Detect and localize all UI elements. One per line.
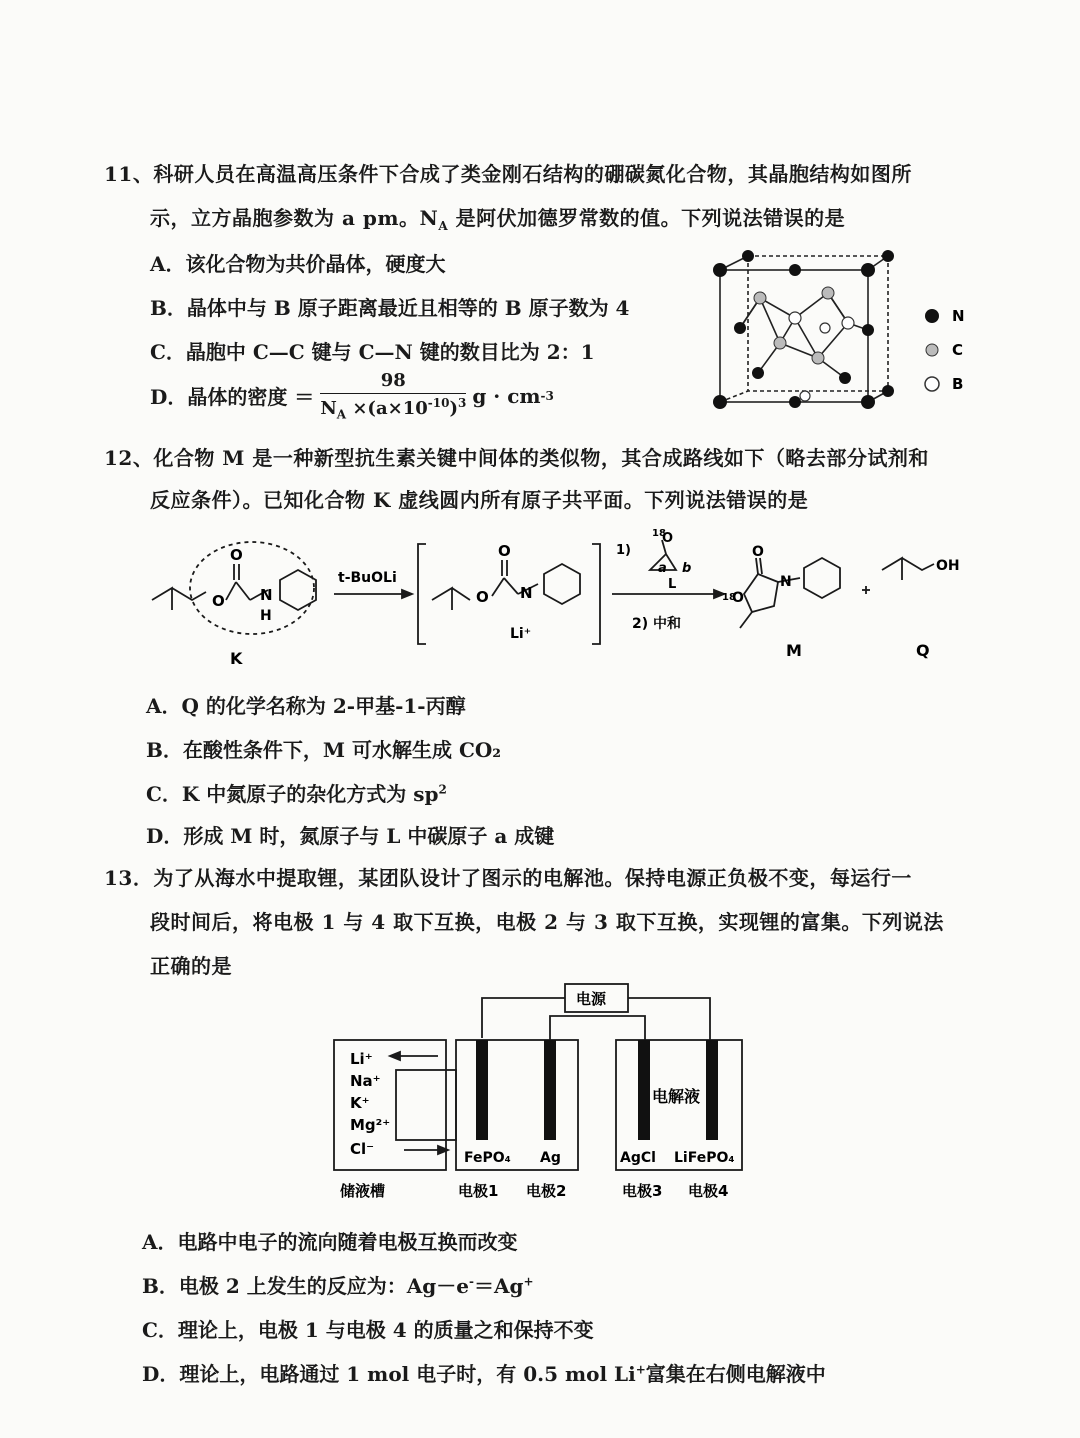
synthesis-scheme xyxy=(140,520,1000,670)
q11-option-d: D．晶体的密度 ＝ $\frac{98}{N_A \times(a\times 10^{-10})^3}$ g · cm -3 xyxy=(150,370,554,422)
q13-stem-line2: 段时间后，将电极 1 与 4 取下互换，电极 2 与 3 取下互换，实现锂的富集。下列说法 xyxy=(150,910,944,934)
legend-b: B xyxy=(952,375,964,393)
legend-c: C xyxy=(952,341,964,359)
q13-option-d: D．理论上，电路通过 1 mol 电子时，有 0.5 mol Li+富集在右侧电解液中 xyxy=(142,1362,826,1386)
svg-text:1): 1) xyxy=(616,543,631,558)
svg-text:a: a xyxy=(658,561,667,576)
svg-text:O: O xyxy=(498,542,511,560)
electrode1-material: FePO₄ xyxy=(464,1150,511,1166)
q13-stem-line1: 13．为了从海水中提取锂，某团队设计了图示的电解池。保持电源正负极不变，每运行一 xyxy=(104,866,912,890)
svg-text:O: O xyxy=(752,544,764,560)
q13-stem-line3: 正确的是 xyxy=(150,954,232,978)
label-l: L xyxy=(668,577,677,592)
electrolysis-diagram xyxy=(320,978,760,1210)
label-k: K xyxy=(230,649,243,668)
q11-option-a: A．该化合物为共价晶体，硬度大 xyxy=(150,252,446,276)
q11-stem-line2: 示，立方晶胞参数为 a pm。$N_A$ 是阿伏加德罗常数的值。下列说法错误的是 xyxy=(150,206,846,233)
ion-li: Li⁺ xyxy=(350,1050,373,1068)
q11-stem-line1: 11、科研人员在高温高压条件下合成了类金刚石结构的硼碳氮化合物，其晶胞结构如图所 xyxy=(104,162,912,186)
legend-n: N xyxy=(952,307,965,325)
power-source-label: 电源 xyxy=(576,990,607,1008)
crystal-cell-diagram xyxy=(700,248,980,418)
ion-na: Na⁺ xyxy=(350,1072,381,1090)
electrode1-label: 电极1 xyxy=(458,1182,499,1200)
q11-option-c: C．晶胞中 C—C 键与 C—N 键的数目比为 2：1 xyxy=(150,340,595,364)
svg-text:b: b xyxy=(682,561,692,576)
svg-text:O: O xyxy=(212,592,225,610)
q13-option-c: C．理论上，电极 1 与电极 4 的质量之和保持不变 xyxy=(142,1318,594,1342)
q12-option-a: A．Q 的化学名称为 2-甲基-1-丙醇 xyxy=(146,694,466,718)
density-fraction: $\frac{98}{N_A \times(a\times 10^{-10})^3}$ xyxy=(320,370,467,422)
q13-option-b: B．电极 2 上发生的反应为：Ag－e-＝Ag+ xyxy=(142,1274,534,1298)
svg-text:N: N xyxy=(260,586,273,604)
electrode4-label: 电极4 xyxy=(688,1182,729,1200)
svg-text:18: 18 xyxy=(652,528,666,539)
label-q: Q xyxy=(916,641,930,660)
step-neutralize: 2) 中和 xyxy=(632,616,682,632)
svg-text:N: N xyxy=(780,574,792,590)
q12-option-d: D．形成 M 时，氮原子与 L 中碳原子 a 成键 xyxy=(146,824,555,848)
svg-text:N: N xyxy=(520,584,533,602)
electrode2-material: Ag xyxy=(540,1150,561,1166)
svg-text:O: O xyxy=(662,531,674,546)
svg-text:H: H xyxy=(260,608,272,624)
electrolyte-label: 电解液 xyxy=(652,1087,701,1106)
electrode3-label: 电极3 xyxy=(622,1182,663,1200)
electrode2-label: 电极2 xyxy=(526,1182,567,1200)
ion-mg: Mg²⁺ xyxy=(350,1116,391,1134)
svg-text:OH: OH xyxy=(936,558,960,574)
label-m: M xyxy=(786,641,802,660)
q12-stem-line1: 12、化合物 M 是一种新型抗生素关键中间体的类似物，其合成路线如下（略去部分试剂和 xyxy=(104,446,929,470)
q12-stem-line2: 反应条件）。已知化合物 K 虚线圆内所有原子共平面。下列说法错误的是 xyxy=(150,488,809,512)
svg-text:18: 18 xyxy=(722,592,736,603)
electrode4-material: LiFePO₄ xyxy=(674,1150,735,1166)
ion-k: K⁺ xyxy=(350,1094,370,1112)
svg-text:O: O xyxy=(230,546,243,564)
svg-text:O: O xyxy=(476,588,489,606)
reagent-tbuoli: t-BuOLi xyxy=(338,570,397,586)
ion-cl: Cl⁻ xyxy=(350,1140,375,1158)
electrode3-material: AgCl xyxy=(620,1150,656,1166)
q12-option-b: B．在酸性条件下，M 可水解生成 CO₂ xyxy=(146,738,502,762)
q11-option-b: B．晶体中与 B 原子距离最近且相等的 B 原子数为 4 xyxy=(150,296,630,320)
label-li: Li⁺ xyxy=(510,626,532,642)
svg-text:O: O xyxy=(732,590,744,606)
q12-option-c: C．K 中氮原子的杂化方式为 $sp^2$ xyxy=(146,782,447,806)
tank-label: 储液槽 xyxy=(340,1182,386,1200)
q13-option-a: A．电路中电子的流向随着电极互换而改变 xyxy=(142,1230,518,1254)
